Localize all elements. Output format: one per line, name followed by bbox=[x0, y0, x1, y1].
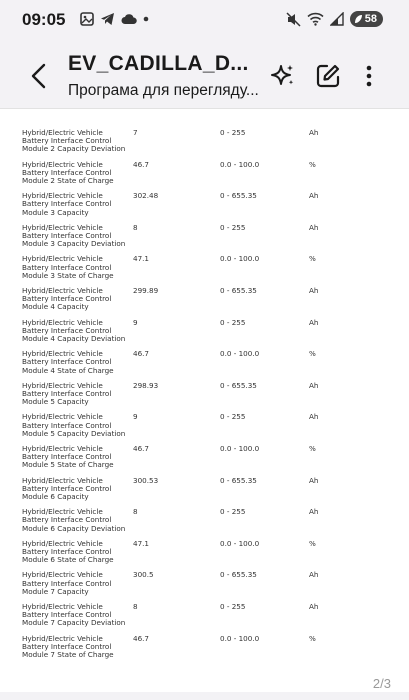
table-row bbox=[0, 508, 409, 538]
parameter-unit: % bbox=[309, 538, 316, 548]
parameter-unit: Ah bbox=[309, 380, 319, 390]
parameter-unit: Ah bbox=[309, 507, 319, 517]
parameter-unit: Ah bbox=[309, 602, 319, 611]
parameter-unit: Ah bbox=[309, 412, 319, 422]
parameter-value: 46.7 bbox=[133, 349, 150, 359]
parameter-name: Hybrid/Electric Vehicle Battery Interface Control Module 6 Capacity bbox=[22, 475, 112, 501]
parameter-unit: Ah bbox=[309, 570, 319, 580]
table-row bbox=[0, 571, 409, 601]
wifi-icon bbox=[307, 12, 324, 26]
parameter-name: Hybrid/Electric Vehicle Battery Interface Control Module 7 State of Charge bbox=[22, 633, 114, 659]
battery-saver-icon bbox=[354, 14, 363, 24]
table-row bbox=[0, 445, 409, 475]
parameter-range: 0.0 - 100.0 bbox=[220, 254, 260, 264]
parameter-value: 47.1 bbox=[133, 538, 150, 548]
parameter-name: Hybrid/Electric Vehicle Battery Interface Control Module 3 State of Charge bbox=[22, 254, 114, 280]
parameter-unit: Ah bbox=[309, 317, 319, 327]
table-row bbox=[0, 350, 409, 380]
document-subtitle: Програма для перегляду... bbox=[68, 82, 259, 99]
parameter-range: 0 - 255 bbox=[220, 507, 246, 517]
parameter-range: 0 - 255 bbox=[220, 412, 246, 422]
parameter-value: 300.53 bbox=[133, 475, 159, 485]
status-time: 09:05 bbox=[22, 10, 66, 29]
parameter-unit: % bbox=[309, 444, 316, 453]
parameter-range: 0 - 655.35 bbox=[220, 570, 257, 580]
parameter-range: 0 - 655.35 bbox=[220, 286, 257, 295]
table-row bbox=[0, 603, 409, 633]
table-row bbox=[0, 382, 409, 412]
parameter-name: Hybrid/Electric Vehicle Battery Interface Control Module 3 Capacity bbox=[22, 191, 112, 217]
signal-icon bbox=[330, 12, 344, 26]
parameter-value: 8 bbox=[133, 507, 138, 517]
parameter-unit: % bbox=[309, 254, 316, 264]
parameter-range: 0.0 - 100.0 bbox=[220, 633, 260, 643]
sparkle-icon[interactable] bbox=[270, 63, 296, 89]
parameter-value: 299.89 bbox=[133, 286, 159, 295]
page-indicator: 2/3 bbox=[372, 676, 391, 691]
parameter-name: Hybrid/Electric Vehicle Battery Interface Control Module 3 Capacity Deviation bbox=[22, 222, 126, 249]
parameter-name: Hybrid/Electric Vehicle Battery Interface Control Module 5 State of Charge bbox=[22, 444, 114, 470]
parameter-value: 302.48 bbox=[133, 191, 159, 201]
parameter-range: 0 - 655.35 bbox=[220, 380, 257, 390]
table-row bbox=[0, 192, 409, 222]
table-row bbox=[0, 129, 409, 159]
parameter-value: 46.7 bbox=[133, 633, 150, 643]
parameter-name: Hybrid/Electric Vehicle Battery Interface Control Module 2 State of Charge bbox=[22, 159, 114, 185]
parameter-name: Hybrid/Electric Vehicle Battery Interface Control Module 7 Capacity bbox=[22, 570, 112, 596]
status-bar bbox=[0, 0, 409, 40]
dot-icon bbox=[143, 16, 149, 22]
parameter-range: 0 - 255 bbox=[220, 128, 246, 137]
parameter-value: 8 bbox=[133, 602, 138, 611]
app-bar bbox=[0, 40, 409, 108]
parameter-range: 0 - 255 bbox=[220, 222, 246, 232]
parameter-name: Hybrid/Electric Vehicle Battery Interface Control Module 4 Capacity Deviation bbox=[22, 317, 126, 343]
parameter-value: 8 bbox=[133, 222, 138, 232]
parameter-unit: Ah bbox=[309, 475, 319, 485]
parameter-name: Hybrid/Electric Vehicle Battery Interface Control Module 6 Capacity Deviation bbox=[22, 507, 126, 533]
parameter-value: 9 bbox=[133, 412, 138, 422]
arrow-back-icon[interactable] bbox=[26, 62, 54, 90]
parameter-unit: Ah bbox=[309, 222, 319, 232]
parameter-value: 47.1 bbox=[133, 254, 150, 264]
parameter-value: 9 bbox=[133, 317, 138, 327]
parameter-unit: % bbox=[309, 633, 316, 643]
gallery-icon bbox=[80, 12, 94, 26]
table-row bbox=[0, 287, 409, 317]
parameter-value: 298.93 bbox=[133, 380, 159, 390]
cloud-icon bbox=[121, 13, 137, 25]
parameter-unit: Ah bbox=[309, 191, 319, 201]
parameter-name: Hybrid/Electric Vehicle Battery Interface Control Module 4 State of Charge bbox=[22, 349, 114, 375]
more-vert-icon[interactable] bbox=[356, 63, 382, 89]
table-row bbox=[0, 477, 409, 507]
edit-icon[interactable] bbox=[315, 63, 341, 89]
bottom-strip bbox=[0, 692, 409, 700]
table-row bbox=[0, 319, 409, 349]
parameter-range: 0 - 655.35 bbox=[220, 475, 257, 485]
battery-level: 58 bbox=[364, 13, 377, 25]
parameter-name: Hybrid/Electric Vehicle Battery Interface Control Module 7 Capacity Deviation bbox=[22, 602, 126, 628]
parameter-name: Hybrid/Electric Vehicle Battery Interface Control Module 4 Capacity bbox=[22, 286, 112, 312]
parameter-range: 0.0 - 100.0 bbox=[220, 159, 260, 169]
parameter-range: 0 - 255 bbox=[220, 602, 246, 611]
parameter-name: Hybrid/Electric Vehicle Battery Interface Control Module 5 Capacity Deviation bbox=[22, 412, 126, 438]
parameter-unit: Ah bbox=[309, 286, 319, 295]
table-row bbox=[0, 413, 409, 443]
table-row bbox=[0, 255, 409, 285]
system-icons bbox=[286, 11, 383, 27]
battery-indicator bbox=[350, 11, 383, 27]
mute-icon bbox=[286, 12, 301, 27]
parameter-value: 46.7 bbox=[133, 444, 150, 453]
parameter-unit: % bbox=[309, 349, 316, 359]
parameter-name: Hybrid/Electric Vehicle Battery Interface Control Module 5 Capacity bbox=[22, 380, 112, 407]
table-row bbox=[0, 540, 409, 570]
table-row bbox=[0, 224, 409, 254]
parameter-name: Hybrid/Electric Vehicle Battery Interface Control Module 2 Capacity Deviation bbox=[22, 128, 126, 154]
parameter-unit: Ah bbox=[309, 128, 319, 137]
parameter-value: 7 bbox=[133, 128, 138, 137]
parameter-unit: % bbox=[309, 159, 316, 169]
parameter-range: 0.0 - 100.0 bbox=[220, 349, 260, 359]
parameter-range: 0.0 - 100.0 bbox=[220, 538, 260, 548]
parameter-value: 300.5 bbox=[133, 570, 154, 580]
parameter-value: 46.7 bbox=[133, 159, 150, 169]
table-row bbox=[0, 635, 409, 665]
parameter-range: 0.0 - 100.0 bbox=[220, 444, 260, 453]
parameter-range: 0 - 655.35 bbox=[220, 191, 257, 201]
document-page[interactable] bbox=[0, 108, 409, 692]
notification-icons bbox=[80, 12, 149, 26]
parameter-range: 0 - 255 bbox=[220, 317, 246, 327]
table-row bbox=[0, 161, 409, 191]
parameter-name: Hybrid/Electric Vehicle Battery Interface Control Module 6 State of Charge bbox=[22, 538, 114, 565]
document-title: EV_CADILLA_D... bbox=[68, 52, 249, 75]
telegram-icon bbox=[100, 12, 115, 26]
